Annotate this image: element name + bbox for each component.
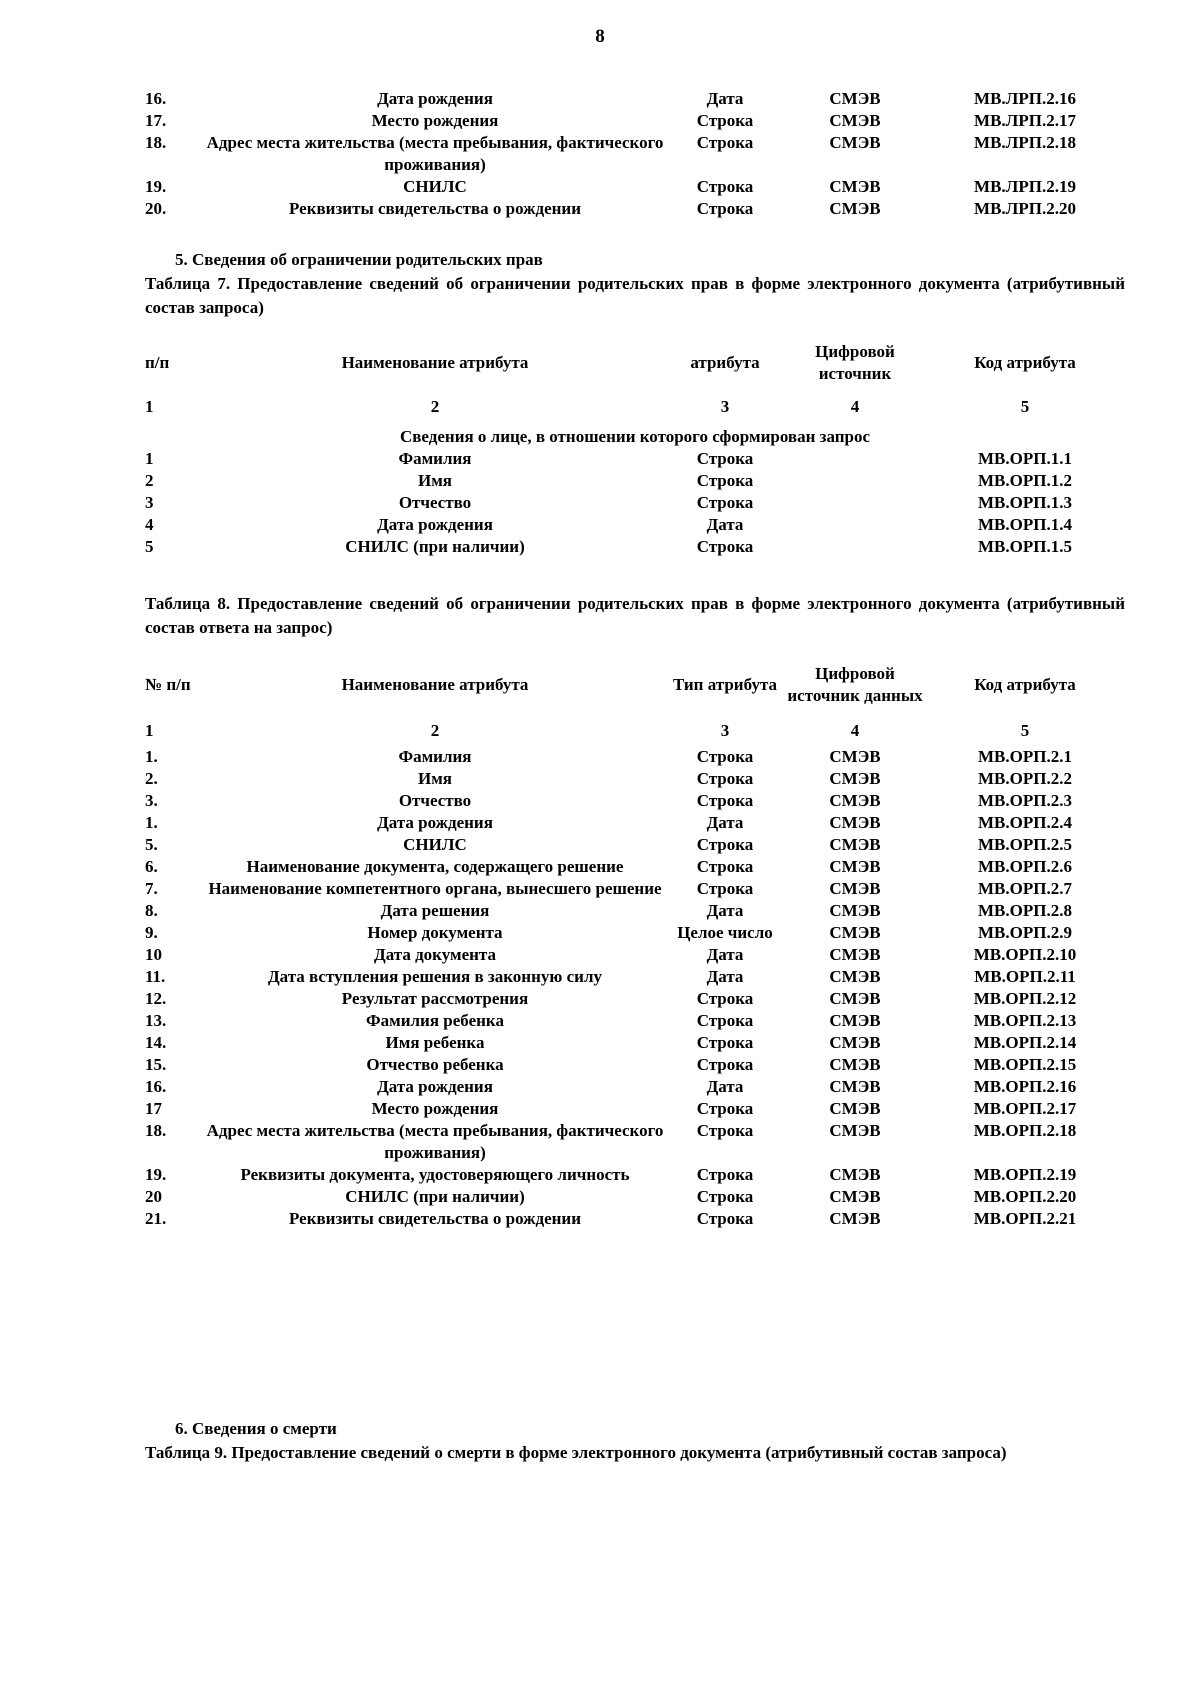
table-8-row-n-cell: 19. <box>145 1165 167 1184</box>
table-8-row-code-cell: МВ.ОРП.2.17 <box>973 1099 1077 1118</box>
table-8-row-n-cell: 11. <box>145 967 166 986</box>
table-7-header-number: п/п <box>145 353 170 372</box>
table-8-row-source-cell: СМЭВ <box>829 1209 881 1228</box>
table-7-row-name-cell: Дата рождения <box>377 515 493 534</box>
table-8-row-n-cell: 5. <box>145 835 158 854</box>
table-7-row-code-cell: МВ.ОРП.1.5 <box>978 537 1072 556</box>
table-6-row <box>145 110 1125 132</box>
table-8-row <box>145 1010 1125 1032</box>
table-7-numbering-cell: 2 <box>430 397 440 416</box>
table-8-row-code-cell: МВ.ОРП.2.16 <box>973 1077 1077 1096</box>
section-6-heading: 6. Сведения о смерти <box>175 1419 337 1438</box>
table-6-row-code-cell: МВ.ЛРП.2.19 <box>974 177 1076 196</box>
table-7-row-source-cell <box>785 470 925 492</box>
table-8-row-type-cell: Дата <box>706 901 744 920</box>
table-8-row <box>145 834 1125 856</box>
table-8-row-n-cell: 1. <box>145 813 158 832</box>
table-8-row-n-cell: 20 <box>145 1187 162 1206</box>
table-8-row <box>145 1076 1125 1098</box>
table-7-row-n-cell: 5 <box>145 537 154 556</box>
table-8-row-code-cell: МВ.ОРП.2.5 <box>978 835 1072 854</box>
table-8-numbering-cell: 4 <box>850 721 860 740</box>
table-8-row-name-cell: Дата документа <box>374 945 496 964</box>
table-6-row <box>145 176 1125 198</box>
table-8-row-n-cell: 16. <box>145 1077 167 1096</box>
table-8-row-type-cell: Строка <box>696 1011 754 1030</box>
table-8-row-source-cell: СМЭВ <box>829 1077 881 1096</box>
table-8-row-source-cell: СМЭВ <box>829 791 881 810</box>
table-7-row-n-cell: 4 <box>145 515 154 534</box>
table-7-row-name-cell: Имя <box>418 471 452 490</box>
table-8-row-code-cell: МВ.ОРП.2.8 <box>978 901 1072 920</box>
table-8-row-source-cell: СМЭВ <box>829 901 881 920</box>
table-8-row-n-cell: 21. <box>145 1209 167 1228</box>
table-8-row-source-cell: СМЭВ <box>829 1187 881 1206</box>
table-7-caption: Таблица 7. Предоставление сведений об ограничении родительских прав в форме электронного документа (атрибутивный состав запроса) <box>145 274 1125 317</box>
table-8-row <box>145 900 1125 922</box>
table-7-row-source-cell <box>785 536 925 558</box>
table-6-row-name-cell: Реквизиты свидетельства о рождении <box>288 199 582 218</box>
table-8-row <box>145 922 1125 944</box>
table6-continuation <box>145 88 1125 220</box>
table-6-row-type-cell: Строка <box>696 177 754 196</box>
table-8-row-n-cell: 18. <box>145 1121 167 1140</box>
table-8-row-name-cell: Дата рождения <box>377 813 493 832</box>
table-8-row-code-cell: МВ.ОРП.2.21 <box>973 1209 1077 1228</box>
table-7-row-name-cell: Отчество <box>398 493 472 512</box>
table-8-row <box>145 1164 1125 1186</box>
table-8-row-type-cell: Дата <box>706 945 744 964</box>
table-8-row-source-cell: СМЭВ <box>829 1055 881 1074</box>
table-6-row-n-cell: 16. <box>145 89 167 108</box>
table-6-row-code-cell: МВ.ЛРП.2.17 <box>974 111 1076 130</box>
table-8-row-code-cell: МВ.ОРП.2.4 <box>978 813 1072 832</box>
table-7-row <box>145 536 1125 558</box>
table-6-row <box>145 198 1125 220</box>
table-8-row-n-cell: 3. <box>145 791 158 810</box>
table-8 <box>145 650 1125 1230</box>
table-8-row-name-cell: Наименование документа, содержащего решение <box>246 857 624 876</box>
table-8-row-type-cell: Строка <box>696 989 754 1008</box>
table-8-row-n-cell: 10 <box>145 945 162 964</box>
table-6-row-n-cell: 19. <box>145 177 167 196</box>
table-7-numbering-cell: 5 <box>1020 397 1030 416</box>
table-6-row-name-cell: Дата рождения <box>377 89 493 108</box>
table-7-row-name-cell: Фамилия <box>398 449 472 468</box>
table-8-row-type-cell: Строка <box>696 835 754 854</box>
table-8-row <box>145 1208 1125 1230</box>
table-7-row <box>145 448 1125 470</box>
table-6-row-name-cell: Место рождения <box>371 111 499 130</box>
table-8-row-type-cell: Строка <box>696 769 754 788</box>
table-7-row-code-cell: МВ.ОРП.1.4 <box>978 515 1072 534</box>
table-8-row-type-cell: Строка <box>696 1209 754 1228</box>
table-8-row-name-cell: Реквизиты документа, удостоверяющего личность <box>240 1165 630 1184</box>
table-8-row <box>145 746 1125 768</box>
table-8-row-name-cell: Место рождения <box>371 1099 499 1118</box>
table-8-row-source-cell: СМЭВ <box>829 857 881 876</box>
table-8-row-n-cell: 12. <box>145 989 167 1008</box>
table-8-row-name-cell: Дата решения <box>380 901 490 920</box>
table-6-row-source-cell: СМЭВ <box>829 89 881 108</box>
table-8-row-type-cell: Дата <box>706 967 744 986</box>
table-6-row-source-cell: СМЭВ <box>829 199 881 218</box>
table-8-row-code-cell: МВ.ОРП.2.18 <box>973 1121 1077 1140</box>
table-8-row-source-cell: СМЭВ <box>829 813 881 832</box>
table-7-section-title: Сведения о лице, в отношении которого сформирован запрос <box>399 427 871 446</box>
table-8-header-code: Код атрибута <box>974 675 1076 694</box>
table-7-row <box>145 470 1125 492</box>
table-8-row-code-cell: МВ.ОРП.2.6 <box>978 857 1072 876</box>
table-8-row-type-cell: Строка <box>696 747 754 766</box>
table-7-header-type: атрибута <box>690 353 760 372</box>
table-8-row-source-cell: СМЭВ <box>829 747 881 766</box>
table-8-row-source-cell: СМЭВ <box>829 967 881 986</box>
table-8-row-n-cell: 2. <box>145 769 158 788</box>
table-7-row-source-cell <box>785 514 925 536</box>
table-8-row-name-cell: СНИЛС <box>403 835 467 854</box>
table-8-row-source-cell: СМЭВ <box>829 1011 881 1030</box>
table-8-row-n-cell: 9. <box>145 923 158 942</box>
table-8-row-name-cell: Наименование компетентного органа, вынесшего решение <box>208 879 662 898</box>
table-8-row-name-cell: Адрес места жительства (места пребывания, фактического проживания) <box>206 1121 664 1162</box>
table-6-row-type-cell: Строка <box>696 111 754 130</box>
table-8-row-type-cell: Целое число <box>677 923 773 942</box>
table-6-row-type-cell: Строка <box>696 199 754 218</box>
table-8-row-type-cell: Строка <box>696 1187 754 1206</box>
table-8-row-n-cell: 1. <box>145 747 158 766</box>
table-7-header-source: Цифровой источник <box>815 342 895 383</box>
table-8-row-code-cell: МВ.ОРП.2.12 <box>973 989 1077 1008</box>
table-9-caption: Таблица 9. Предоставление сведений о смерти в форме электронного документа (атрибутивный состав запроса) <box>145 1443 1007 1462</box>
table-8-row-code-cell: МВ.ОРП.2.11 <box>974 967 1076 986</box>
table-7-row-code-cell: МВ.ОРП.1.1 <box>978 449 1072 468</box>
table-6-row-n-cell: 18. <box>145 133 167 152</box>
table-8-row-type-cell: Строка <box>696 791 754 810</box>
table-8-row-type-cell: Дата <box>706 813 744 832</box>
table-8-row <box>145 790 1125 812</box>
table-6-row-source-cell: СМЭВ <box>829 177 881 196</box>
table-8-row <box>145 768 1125 790</box>
table-8-row-code-cell: МВ.ОРП.2.10 <box>973 945 1077 964</box>
table-7-numbering-cell: 1 <box>145 397 154 416</box>
table-8-caption: Таблица 8. Предоставление сведений об ограничении родительских прав в форме электронного документа (атрибутивный состав ответа на запрос) <box>145 594 1125 637</box>
table-8-row-source-cell: СМЭВ <box>829 945 881 964</box>
table-8-row-source-cell: СМЭВ <box>829 1099 881 1118</box>
table-7-numbering-cell: 4 <box>850 397 860 416</box>
table-7-row-source-cell <box>785 448 925 470</box>
table-8-row-type-cell: Строка <box>696 1121 754 1140</box>
table-8-row-name-cell: Дата вступления решения в законную силу <box>267 967 602 986</box>
table-6-row-source-cell: СМЭВ <box>829 111 881 130</box>
table-8-row-code-cell: МВ.ОРП.2.7 <box>978 879 1072 898</box>
table-8-row-source-cell: СМЭВ <box>829 1033 881 1052</box>
table-8-row-name-cell: Дата рождения <box>377 1077 493 1096</box>
table-8-row <box>145 944 1125 966</box>
table-8-numbering-cell: 1 <box>145 721 154 740</box>
table-6-row-type-cell: Дата <box>706 89 744 108</box>
table-8-row-code-cell: МВ.ОРП.2.3 <box>978 791 1072 810</box>
table-7-header-code: Код атрибута <box>974 353 1076 372</box>
table-8-row-name-cell: Имя ребенка <box>385 1033 485 1052</box>
table-8-row <box>145 966 1125 988</box>
table-8-header-source: Цифровой источник данных <box>787 664 923 705</box>
table-8-row-code-cell: МВ.ОРП.2.20 <box>973 1187 1077 1206</box>
table-7-row-n-cell: 3 <box>145 493 154 512</box>
table-6-row <box>145 132 1125 176</box>
table-7-row-n-cell: 1 <box>145 449 154 468</box>
table-8-row <box>145 1120 1125 1164</box>
table-8-row-source-cell: СМЭВ <box>829 835 881 854</box>
table-8-numbering-cell: 3 <box>720 721 730 740</box>
table-6-row-name-cell: Адрес места жительства (места пребывания, фактического проживания) <box>206 133 664 174</box>
table-8-row <box>145 878 1125 900</box>
table-8-row-source-cell: СМЭВ <box>829 923 881 942</box>
table-8-row-type-cell: Строка <box>696 1099 754 1118</box>
table-8-row-n-cell: 7. <box>145 879 158 898</box>
table-8-row-n-cell: 13. <box>145 1011 167 1030</box>
table-8-row-name-cell: Отчество <box>398 791 472 810</box>
table-6-row <box>145 88 1125 110</box>
table-8-row-type-cell: Строка <box>696 1033 754 1052</box>
table-8-row <box>145 1186 1125 1208</box>
table-8-row-code-cell: МВ.ОРП.2.9 <box>978 923 1072 942</box>
table-8-row-code-cell: МВ.ОРП.2.1 <box>978 747 1072 766</box>
table-6-row-n-cell: 20. <box>145 199 167 218</box>
table-8-row-name-cell: СНИЛС (при наличии) <box>345 1187 525 1206</box>
table-8-numbering-cell: 5 <box>1020 721 1030 740</box>
table-7-row-n-cell: 2 <box>145 471 154 490</box>
table-8-row-n-cell: 14. <box>145 1033 167 1052</box>
section-5-heading: 5. Сведения об ограничении родительских прав <box>175 250 543 269</box>
table-7-header-name: Наименование атрибута <box>341 353 529 372</box>
table-8-numbering-cell: 2 <box>430 721 440 740</box>
table-7-row-type-cell: Строка <box>696 449 754 468</box>
table-6-row-code-cell: МВ.ЛРП.2.16 <box>974 89 1076 108</box>
table-8-row <box>145 1032 1125 1054</box>
table-6-row-name-cell: СНИЛС <box>403 177 467 196</box>
table-8-row-type-cell: Строка <box>696 857 754 876</box>
table-7-row-source-cell <box>785 492 925 514</box>
table-6-row-code-cell: МВ.ЛРП.2.20 <box>974 199 1076 218</box>
table-8-row-name-cell: Результат рассмотрения <box>341 989 529 1008</box>
table-8-row-type-cell: Строка <box>696 879 754 898</box>
table-8-row-n-cell: 6. <box>145 857 158 876</box>
table-8-header-type: Тип атрибута <box>672 675 778 694</box>
table-8-header-number: № п/п <box>145 675 191 694</box>
table-8-row-source-cell: СМЭВ <box>829 1165 881 1184</box>
table-8-row-source-cell: СМЭВ <box>829 769 881 788</box>
table-8-header-name: Наименование атрибута <box>341 675 529 694</box>
table-8-row-n-cell: 8. <box>145 901 158 920</box>
table-8-row-n-cell: 15. <box>145 1055 167 1074</box>
table-8-row <box>145 856 1125 878</box>
table-7 <box>145 330 1125 558</box>
table-8-row-name-cell: Реквизиты свидетельства о рождении <box>288 1209 582 1228</box>
table-8-row <box>145 1098 1125 1120</box>
table-6-row-type-cell: Строка <box>696 133 754 152</box>
table-8-row-name-cell: Имя <box>418 769 452 788</box>
table-8-row-code-cell: МВ.ОРП.2.14 <box>973 1033 1077 1052</box>
table-8-row-name-cell: Фамилия <box>398 747 472 766</box>
table-7-row <box>145 492 1125 514</box>
table-8-row-type-cell: Строка <box>696 1055 754 1074</box>
table-6-row-code-cell: МВ.ЛРП.2.18 <box>974 133 1076 152</box>
table-7-row-name-cell: СНИЛС (при наличии) <box>345 537 525 556</box>
table-8-row-name-cell: Отчество ребенка <box>366 1055 504 1074</box>
table-6-row-n-cell: 17. <box>145 111 167 130</box>
table-8-row <box>145 988 1125 1010</box>
table-8-row-n-cell: 17 <box>145 1099 162 1118</box>
table-7-numbering-cell: 3 <box>720 397 730 416</box>
table-7-row-type-cell: Строка <box>696 537 754 556</box>
table-8-row-code-cell: МВ.ОРП.2.19 <box>973 1165 1077 1184</box>
table-8-row <box>145 1054 1125 1076</box>
table-7-row-code-cell: МВ.ОРП.1.3 <box>978 493 1072 512</box>
table-7-row <box>145 514 1125 536</box>
table-7-row-type-cell: Строка <box>696 471 754 490</box>
table-7-row-code-cell: МВ.ОРП.1.2 <box>978 471 1072 490</box>
table-8-row-code-cell: МВ.ОРП.2.15 <box>973 1055 1077 1074</box>
table-8-row-name-cell: Фамилия ребенка <box>366 1011 504 1030</box>
table-8-row-code-cell: МВ.ОРП.2.13 <box>973 1011 1077 1030</box>
table-6-row-source-cell: СМЭВ <box>829 133 881 152</box>
table-7-row-type-cell: Строка <box>696 493 754 512</box>
page-number: 8 <box>595 26 605 47</box>
table-8-row-source-cell: СМЭВ <box>829 1121 881 1140</box>
table-7-row-type-cell: Дата <box>706 515 744 534</box>
table-8-row-source-cell: СМЭВ <box>829 879 881 898</box>
table-8-row-type-cell: Строка <box>696 1165 754 1184</box>
table-8-row <box>145 812 1125 834</box>
table-8-row-code-cell: МВ.ОРП.2.2 <box>978 769 1072 788</box>
table-8-row-type-cell: Дата <box>706 1077 744 1096</box>
table-8-row-source-cell: СМЭВ <box>829 989 881 1008</box>
table-8-row-name-cell: Номер документа <box>367 923 503 942</box>
